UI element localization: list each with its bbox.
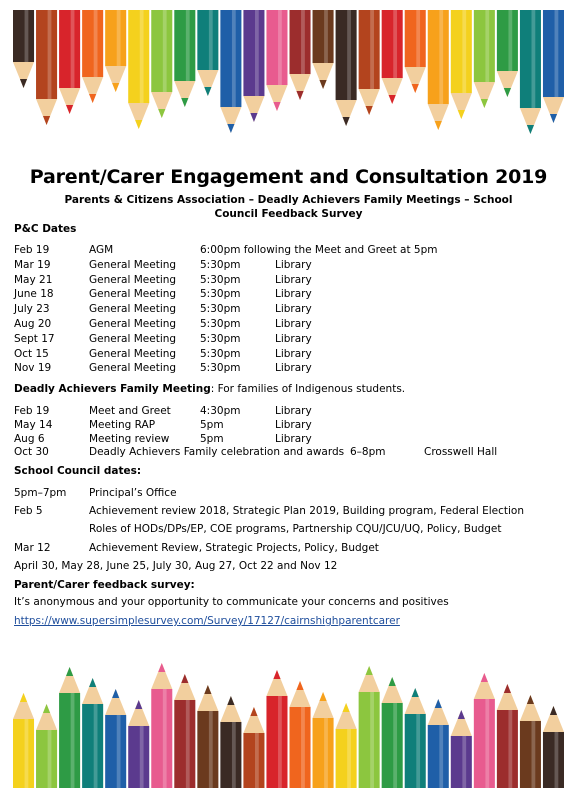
pencil-border-top bbox=[12, 10, 565, 160]
pencil-icon bbox=[105, 10, 126, 92]
daf-last-venue: Crosswell Hall bbox=[424, 446, 498, 458]
council-feb-date: Feb 5 bbox=[14, 505, 43, 517]
pc-venue: Library bbox=[275, 362, 312, 375]
pc-date: July 23 bbox=[14, 303, 50, 316]
pencil-icon bbox=[451, 710, 472, 788]
page-subtitle: Parents & Citizens Association – Deadly Achievers Family Meetings – School Council Feedback Survey bbox=[64, 194, 513, 220]
pencil-icon bbox=[428, 10, 449, 130]
pencil-icon bbox=[151, 663, 172, 788]
pc-venue: Library bbox=[275, 258, 312, 271]
daf-event: Meet and Greet bbox=[89, 405, 171, 417]
pc-time: 5:30pm bbox=[200, 273, 241, 286]
pc-venue: Library bbox=[275, 273, 312, 286]
daf-time: 4:30pm bbox=[200, 405, 241, 417]
pc-date: Mar 19 bbox=[14, 258, 51, 271]
council-venue: Principal’s Office bbox=[89, 487, 177, 499]
council-mar-date: Mar 12 bbox=[14, 542, 51, 554]
pencil-icon bbox=[220, 696, 241, 788]
pc-event: AGM bbox=[89, 244, 114, 256]
pencil-icon bbox=[266, 670, 287, 788]
council-feb-line2: Roles of HODs/DPs/EP, COE programs, Partnership CQU/JCU/UQ, Policy, Budget bbox=[89, 523, 502, 535]
pencil-icon bbox=[405, 10, 426, 93]
pencil-icon bbox=[151, 10, 172, 118]
daf-event: Meeting RAP bbox=[89, 418, 156, 431]
pc-event: General Meeting bbox=[89, 288, 177, 301]
pc-time: 5:30pm bbox=[200, 258, 241, 271]
pc-event: General Meeting bbox=[89, 303, 177, 316]
pencil-icon bbox=[59, 10, 80, 114]
daf-heading: Deadly Achievers Family Meeting: For families of Indigenous students. bbox=[14, 383, 406, 395]
council-feb-line1: Achievement review 2018, Strategic Plan 2019, Building program, Federal Election bbox=[89, 505, 524, 517]
pencil-icon bbox=[336, 10, 357, 126]
pc-time: 5:30pm bbox=[200, 303, 241, 316]
daf-last-time: 6–8pm bbox=[350, 446, 386, 458]
pencil-icon bbox=[36, 704, 57, 788]
pencil-icon bbox=[451, 10, 472, 119]
daf-date: Feb 19 bbox=[14, 405, 50, 417]
pencil-icon bbox=[336, 703, 357, 788]
pc-date: June 18 bbox=[14, 288, 54, 301]
daf-last-event: Deadly Achievers Family celebration and awards bbox=[89, 446, 345, 458]
pencil-icon bbox=[382, 677, 403, 788]
pc-date: Sept 17 bbox=[14, 332, 55, 345]
pc-event: General Meeting bbox=[89, 347, 177, 360]
pencil-icon bbox=[174, 10, 195, 107]
survey-heading: Parent/Carer feedback survey: bbox=[14, 579, 195, 591]
pc-event: General Meeting bbox=[89, 258, 177, 271]
pencil-icon bbox=[428, 699, 449, 788]
pencil-icon bbox=[243, 10, 264, 122]
pencil-icon bbox=[382, 10, 403, 104]
daf-note: : For families of Indigenous students. bbox=[210, 383, 406, 395]
pencil-icon bbox=[474, 673, 495, 788]
pencil-icon bbox=[543, 706, 564, 788]
pencil-icon bbox=[82, 10, 103, 103]
daf-venue: Library bbox=[275, 432, 312, 445]
pc-venue: Library bbox=[275, 347, 312, 360]
pc-venue: Library bbox=[275, 288, 312, 301]
pc-event: General Meeting bbox=[89, 362, 177, 375]
pc-heading: P&C Dates bbox=[14, 223, 77, 235]
pencil-icon bbox=[128, 10, 149, 129]
pc-time: 5:30pm bbox=[200, 318, 241, 330]
pencil-icon bbox=[59, 667, 80, 788]
pencil-icon bbox=[197, 10, 218, 96]
council-more-dates: April 30, May 28, June 25, July 30, Aug 27, Oct 22 and Nov 12 bbox=[14, 560, 338, 572]
pencil-icon bbox=[497, 684, 518, 788]
survey-text: It’s anonymous and your opportunity to communicate your concerns and positives bbox=[14, 596, 449, 608]
daf-time: 5pm bbox=[200, 432, 224, 445]
pencil-icon bbox=[243, 707, 264, 788]
daf-venue: Library bbox=[275, 418, 312, 431]
council-heading: School Council dates: bbox=[14, 465, 142, 477]
pencil-icon bbox=[266, 10, 287, 111]
pc-event: General Meeting bbox=[89, 273, 177, 286]
pencil-icon bbox=[13, 693, 34, 788]
pencil-icon bbox=[405, 688, 426, 788]
pc-time: 5:30pm bbox=[200, 288, 241, 301]
page-title: Parent/Carer Engagement and Consultation 2019 bbox=[29, 166, 548, 188]
daf-last-date: Oct 30 bbox=[14, 446, 49, 458]
pencil-icon bbox=[197, 685, 218, 788]
pencil-icon bbox=[313, 10, 334, 89]
pencil-icon bbox=[105, 689, 126, 788]
pencil-icon bbox=[290, 10, 311, 100]
pc-venue: Library bbox=[275, 303, 312, 316]
daf-time: 5pm bbox=[200, 418, 224, 431]
pc-time: 5:30pm bbox=[200, 332, 241, 345]
pencil-icon bbox=[359, 666, 380, 788]
pc-date: Aug 20 bbox=[14, 318, 52, 330]
pc-time: 6:00pm following the Meet and Greet at 5pm bbox=[200, 244, 438, 256]
daf-event: Meeting review bbox=[89, 432, 170, 445]
pencil-icon bbox=[520, 695, 541, 788]
pencil-icon bbox=[474, 10, 495, 108]
daf-date: Aug 6 bbox=[14, 432, 45, 445]
pencil-icon bbox=[220, 10, 241, 133]
pencil-icon bbox=[128, 700, 149, 788]
pc-date: Feb 19 bbox=[14, 244, 50, 256]
pc-date: Nov 19 bbox=[14, 362, 52, 375]
pencil-icon bbox=[313, 692, 334, 788]
pc-event: General Meeting bbox=[89, 318, 177, 330]
pencil-border-bottom bbox=[12, 638, 565, 788]
pencil-icon bbox=[36, 10, 57, 125]
pc-date: May 21 bbox=[14, 273, 53, 286]
pencil-icon bbox=[359, 10, 380, 115]
pencil-icon bbox=[543, 10, 564, 123]
pc-date: Oct 15 bbox=[14, 347, 49, 360]
pencil-icon bbox=[13, 10, 34, 88]
survey-link[interactable]: https://www.supersimplesurvey.com/Survey/17127/cairnshighparentcarer bbox=[14, 615, 400, 627]
pencil-icon bbox=[497, 10, 518, 97]
daf-venue: Library bbox=[275, 405, 312, 417]
daf-date: May 14 bbox=[14, 418, 53, 431]
pencil-icon bbox=[290, 681, 311, 788]
pc-time: 5:30pm bbox=[200, 362, 241, 375]
council-mar-text: Achievement Review, Strategic Projects, Policy, Budget bbox=[89, 542, 379, 554]
pencil-icon bbox=[174, 674, 195, 788]
pencil-icon bbox=[82, 678, 103, 788]
pc-venue: Library bbox=[275, 332, 312, 345]
pencil-icon bbox=[520, 10, 541, 134]
pc-time: 5:30pm bbox=[200, 347, 241, 360]
council-time: 5pm–7pm bbox=[14, 487, 67, 499]
pc-venue: Library bbox=[275, 318, 312, 330]
pc-event: General Meeting bbox=[89, 332, 177, 345]
